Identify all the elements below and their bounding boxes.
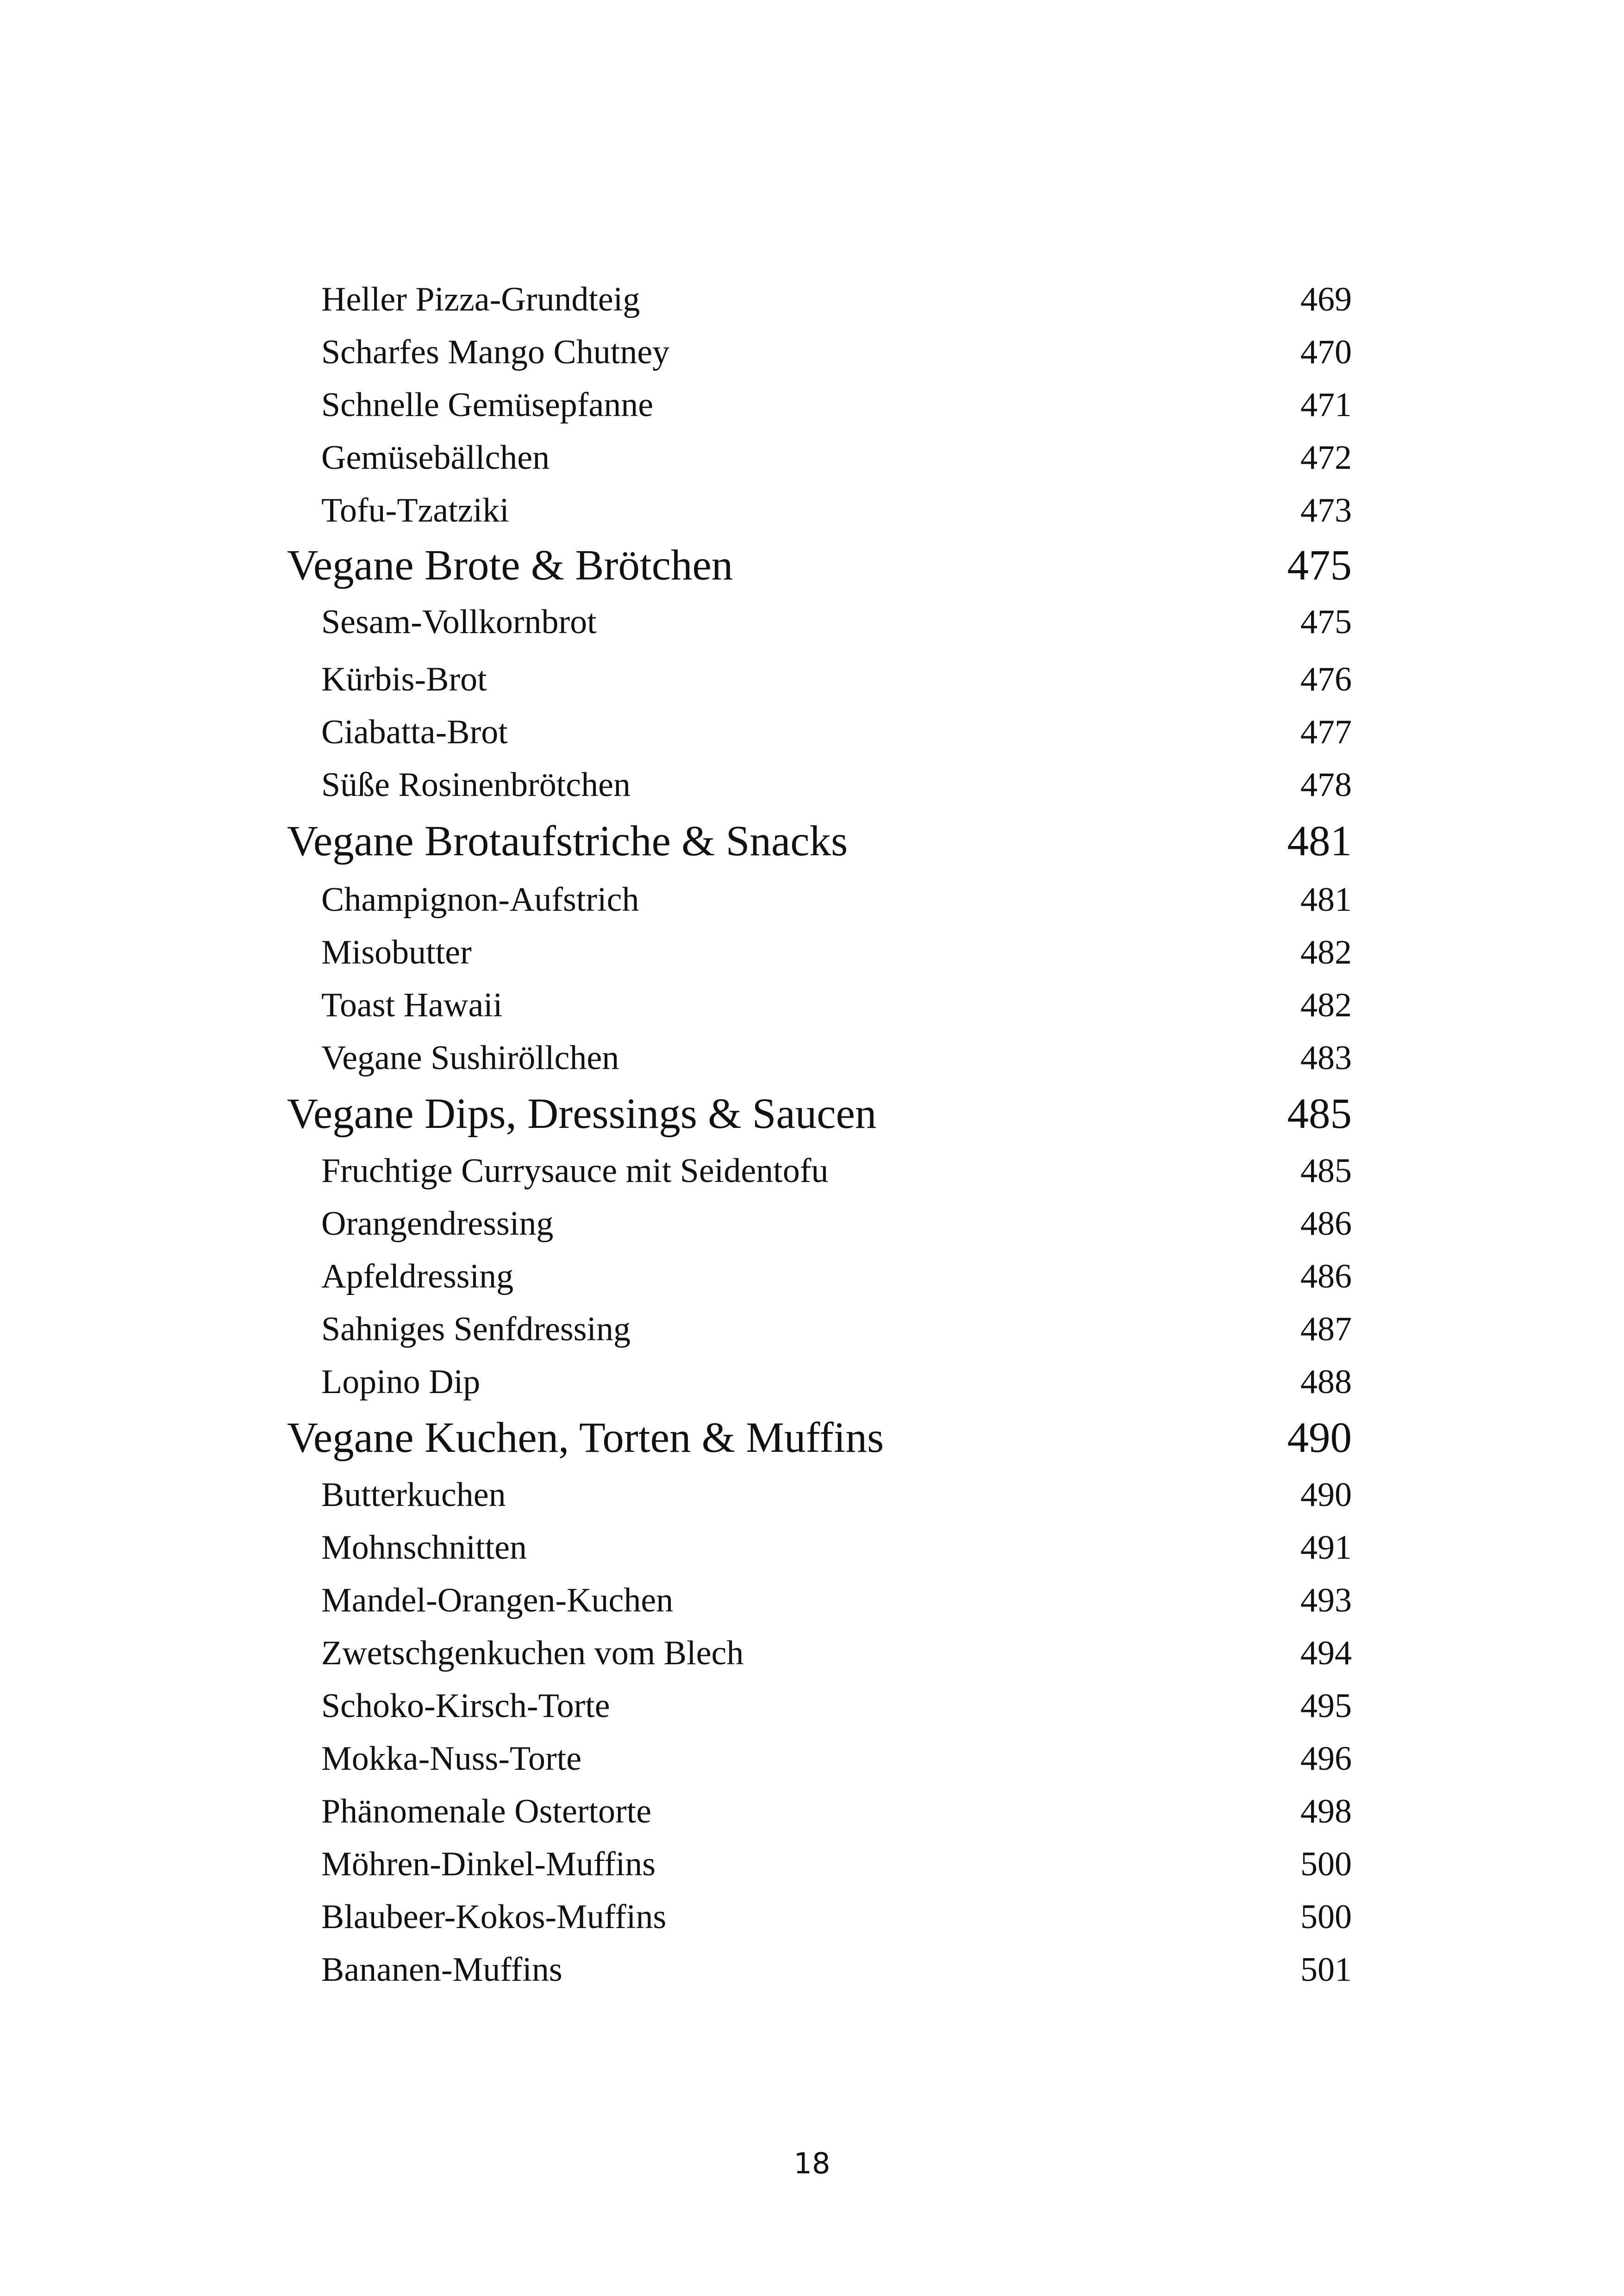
entry-title: Apfeldressing	[321, 1257, 514, 1295]
entry-page-number: 488	[1300, 1363, 1352, 1401]
toc-entry	[287, 706, 1352, 759]
entry-title: Möhren-Dinkel-Muffins	[321, 1845, 656, 1883]
toc-entry	[287, 326, 1352, 379]
entry-title: Tofu-Tzatziki	[321, 492, 509, 529]
toc-entry	[287, 379, 1352, 431]
entry-title: Schnelle Gemüsepfanne	[321, 386, 654, 424]
entry-title: Orangendressing	[321, 1205, 554, 1243]
toc-entry	[287, 979, 1352, 1032]
entry-title: Toast Hawaii	[321, 986, 503, 1024]
toc-entry	[287, 273, 1352, 326]
toc-entry	[287, 926, 1352, 979]
entry-title: Schoko-Kirsch-Torte	[321, 1687, 610, 1725]
toc-entry	[287, 759, 1352, 811]
toc-entry	[287, 1468, 1352, 1521]
entry-title: Mandel-Orangen-Kuchen	[321, 1581, 674, 1619]
toc-entry	[287, 431, 1352, 484]
entry-title: Butterkuchen	[321, 1476, 506, 1514]
toc-section	[287, 813, 1352, 870]
entry-title: Gemüsebällchen	[321, 439, 550, 477]
section-page-number: 485	[1287, 1090, 1352, 1138]
toc-entry	[287, 1356, 1352, 1408]
entry-title: Blaubeer-Kokos-Muffins	[321, 1898, 667, 1936]
entry-title: Süße Rosinenbrötchen	[321, 766, 631, 804]
table-of-contents	[287, 0, 1352, 2296]
entry-title: Lopino Dip	[321, 1363, 481, 1401]
toc-section	[287, 537, 1352, 594]
entry-page-number: 473	[1300, 492, 1352, 529]
entry-page-number: 487	[1300, 1310, 1352, 1348]
entry-page-number: 478	[1300, 766, 1352, 804]
toc-section	[287, 1409, 1352, 1467]
entry-page-number: 472	[1300, 439, 1352, 477]
entry-title: Vegane Sushiröllchen	[321, 1039, 619, 1077]
entry-page-number: 501	[1300, 1951, 1352, 1989]
page-number: 18	[793, 2147, 831, 2180]
entry-title: Mohnschnitten	[321, 1529, 527, 1567]
toc-entry	[287, 1680, 1352, 1732]
toc-entry	[287, 1891, 1352, 1943]
entry-page-number: 493	[1300, 1581, 1352, 1619]
section-title: Vegane Brote & Brötchen	[287, 541, 733, 589]
entry-title: Misobutter	[321, 933, 472, 971]
toc-entry	[287, 653, 1352, 706]
toc-entry	[287, 1032, 1352, 1084]
toc-entry	[287, 484, 1352, 537]
entry-page-number: 496	[1300, 1740, 1352, 1778]
section-page-number: 475	[1287, 541, 1352, 589]
entry-title: Scharfes Mango Chutney	[321, 333, 670, 371]
entry-page-number: 471	[1300, 386, 1352, 424]
entry-page-number: 482	[1300, 986, 1352, 1024]
entry-page-number: 475	[1300, 603, 1352, 641]
section-title: Vegane Kuchen, Torten & Muffins	[287, 1414, 884, 1462]
entry-title: Champignon-Aufstrich	[321, 881, 639, 919]
entry-title: Heller Pizza-Grundteig	[321, 280, 640, 318]
entry-page-number: 469	[1300, 280, 1352, 318]
entry-title: Ciabatta-Brot	[321, 713, 508, 751]
toc-entry	[287, 1732, 1352, 1785]
section-page-number: 490	[1287, 1414, 1352, 1462]
toc-entry	[287, 873, 1352, 926]
entry-page-number: 477	[1300, 713, 1352, 751]
entry-page-number: 495	[1300, 1687, 1352, 1725]
entry-page-number: 483	[1300, 1039, 1352, 1077]
section-title: Vegane Dips, Dressings & Saucen	[287, 1090, 877, 1138]
toc-entry	[287, 596, 1352, 648]
entry-title: Kürbis-Brot	[321, 660, 487, 698]
toc-entry	[287, 1943, 1352, 1996]
entry-title: Phänomenale Ostertorte	[321, 1792, 652, 1830]
toc-entry	[287, 1627, 1352, 1680]
toc-section	[287, 1085, 1352, 1143]
toc-entry	[287, 1145, 1352, 1197]
section-title: Vegane Brotaufstriche & Snacks	[287, 817, 848, 865]
entry-page-number: 482	[1300, 933, 1352, 971]
entry-page-number: 498	[1300, 1792, 1352, 1830]
entry-page-number: 470	[1300, 333, 1352, 371]
toc-entry	[287, 1574, 1352, 1627]
toc-entry	[287, 1197, 1352, 1250]
toc-entry	[287, 1250, 1352, 1303]
toc-entry	[287, 1303, 1352, 1356]
entry-page-number: 490	[1300, 1476, 1352, 1514]
entry-page-number: 500	[1300, 1845, 1352, 1883]
entry-page-number: 486	[1300, 1205, 1352, 1243]
entry-page-number: 486	[1300, 1257, 1352, 1295]
toc-entry	[287, 1785, 1352, 1838]
entry-page-number: 476	[1300, 660, 1352, 698]
entry-title: Mokka-Nuss-Torte	[321, 1740, 582, 1778]
entry-page-number: 481	[1300, 881, 1352, 919]
toc-entry	[287, 1521, 1352, 1574]
entry-title: Sesam-Vollkornbrot	[321, 603, 597, 641]
entry-title: Fruchtige Currysauce mit Seidentofu	[321, 1152, 829, 1190]
entry-title: Sahniges Senfdressing	[321, 1310, 631, 1348]
entry-title: Zwetschgenkuchen vom Blech	[321, 1634, 744, 1672]
entry-page-number: 485	[1300, 1152, 1352, 1190]
entry-title: Bananen-Muffins	[321, 1951, 562, 1989]
entry-page-number: 500	[1300, 1898, 1352, 1936]
toc-entry	[287, 1838, 1352, 1891]
section-page-number: 481	[1287, 817, 1352, 865]
entry-page-number: 494	[1300, 1634, 1352, 1672]
entry-page-number: 491	[1300, 1529, 1352, 1567]
